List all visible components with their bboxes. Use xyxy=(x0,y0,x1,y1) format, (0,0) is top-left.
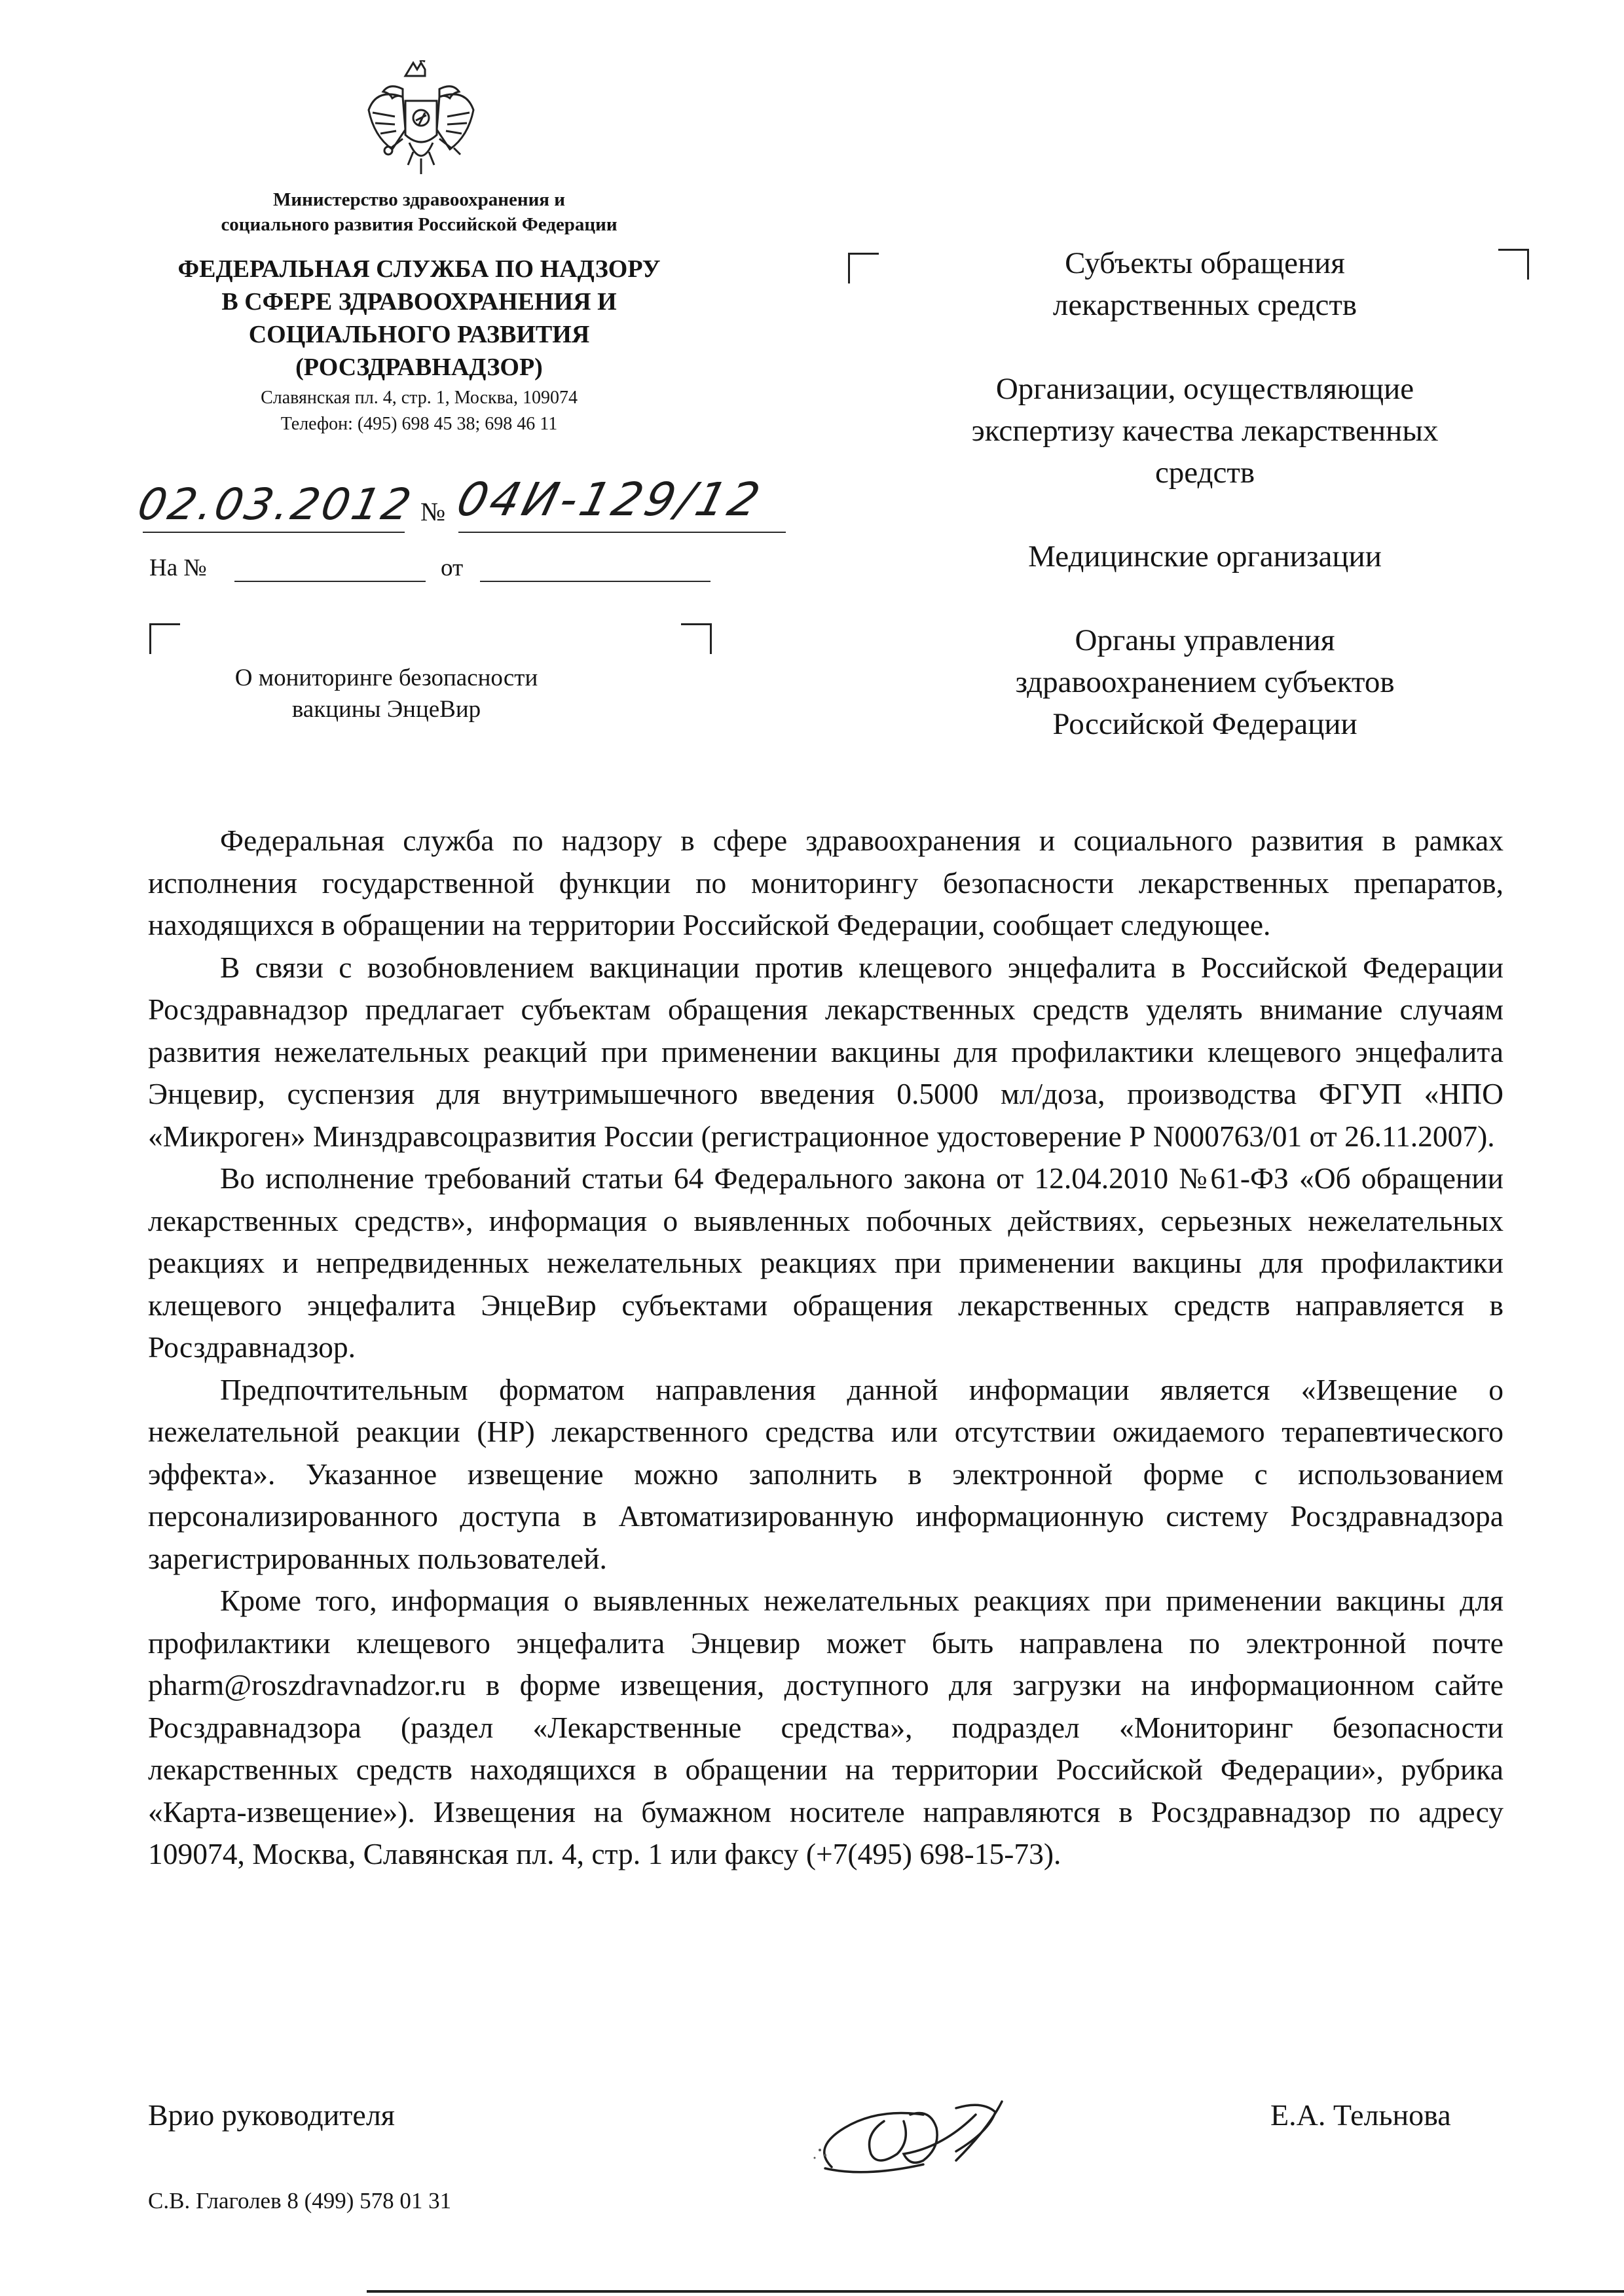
reference-number-label: На № xyxy=(149,555,207,581)
service-line: (РОСЗДРАВНАДЗОР) xyxy=(295,354,543,381)
reference-date-label: от xyxy=(441,555,464,581)
letter-subject xyxy=(196,663,576,725)
letter-body xyxy=(148,820,1504,1876)
registration-number: 04И-129/12 xyxy=(451,473,769,526)
addressee-line: здравоохранением субъектов xyxy=(1015,665,1395,699)
state-emblem-icon xyxy=(363,60,479,181)
sender-contacts xyxy=(131,385,707,437)
addressee-group xyxy=(858,536,1552,577)
sender-address: Славянская пл. 4, стр. 1, Москва, 109074 xyxy=(261,388,578,408)
subject-corner-left xyxy=(149,623,180,654)
addressee-group xyxy=(858,242,1552,326)
addressee-line: Организации, осуществляющие xyxy=(995,372,1414,406)
addressee-group xyxy=(858,368,1552,494)
addressee-group xyxy=(858,619,1552,745)
registration-number-label: № xyxy=(420,497,446,526)
ministry-name xyxy=(131,187,707,237)
registration-number-underline xyxy=(458,532,786,533)
addressee-line: Субъекты обращения xyxy=(1065,246,1345,280)
executor-contact: С.В. Глаголев 8 (499) 578 01 31 xyxy=(148,2188,452,2214)
addressee-line: Медицинские организации xyxy=(1028,539,1382,574)
ministry-line: социального развития Российской Федерации xyxy=(221,214,618,235)
service-line: В СФЕРЕ ЗДРАВООХРАНЕНИЯ И xyxy=(221,288,617,316)
service-line: ФЕДЕРАЛЬНАЯ СЛУЖБА ПО НАДЗОРУ xyxy=(177,255,661,283)
sender-phone: Телефон: (495) 698 45 38; 698 46 11 xyxy=(280,414,558,434)
reference-number-blank xyxy=(234,581,426,582)
body-paragraph: Предпочтительным форматом направления данной информации является «Извещение о нежелательной реакции (НР) лекарственного средства или отсутствии ожидаемого терапевтического эффекта». Указанное извещение можно заполнить в электронной форме с использованием персонализированного доступа в Автоматизированную информационную систему Росздравнадзора зарегистрированных пользователей. xyxy=(148,1372,1504,1575)
addressee-line: средств xyxy=(1154,456,1255,490)
subject-line: О мониторинге безопасности xyxy=(234,665,538,691)
service-name xyxy=(131,253,707,384)
handwritten-signature-icon xyxy=(805,2095,1041,2187)
addressee-line: Российской Федерации xyxy=(1052,707,1357,741)
ministry-line: Министерство здравоохранения и xyxy=(273,189,565,210)
registration-date: 02.03.2012 xyxy=(133,479,418,530)
body-paragraph: Кроме того, информация о выявленных нежелательных реакциях при применении вакцины для профилактики клещевого энцефалита Энцевир может быть направлена по электронной почте pharm@roszdravnadzor.ru в форме извещения, доступного для загрузки на информационном сайте Росздравнадзора (раздел «Лекарственные средства», подраздел «Мониторинг безопасности лекарственных средств находящихся в обращении на территории Российской Федерации», рубрика «Карта-извещение»). Извещения на бумажном носителе направляются в Росздравнадзор по адресу 109074, Москва, Славянская пл. 4, стр. 1 или факсу (+7(495) 698-15-73). xyxy=(148,1584,1504,1870)
addressee-line: Органы управления xyxy=(1075,623,1335,657)
body-paragraph: Во исполнение требований статьи 64 Федерального закона от 12.04.2010 №61-ФЗ «Об обращении лекарственных средств», информация о выявленных побочных действиях, серьезных нежелательных реакциях и непредвиденных нежелательных реакциях при применении вакцины для профилактики клещевого энцефалита ЭнцеВир субъектами обращения лекарственных средств направляется в Росздравнадзор. xyxy=(148,1161,1504,1364)
signatory-name: Е.А. Тельнова xyxy=(1270,2098,1451,2132)
reference-date-blank xyxy=(480,581,710,582)
bottom-rule xyxy=(367,2290,1624,2293)
subject-line: вакцины ЭнцеВир xyxy=(291,696,481,723)
body-paragraph: Федеральная служба по надзору в сфере здравоохранения и социального развития в рамках исполнения государственной функции по мониторингу безопасности лекарственных препаратов, находящихся в обращении на территории Российской Федерации, сообщает следующее. xyxy=(148,824,1504,941)
service-line: СОЦИАЛЬНОГО РАЗВИТИЯ xyxy=(248,321,590,348)
registration-date-underline xyxy=(143,532,405,533)
body-paragraph: В связи с возобновлением вакцинации против клещевого энцефалита в Российской Федерации Росздравнадзор предлагает субъектам обращения лекарственных средств уделять внимание случаям развития нежелательных реакций при применении вакцины для профилактики клещевого энцефалита Энцевир, суспензия для внутримышечного введения 0.5000 мл/доза, производства ФГУП «НПО «Микроген» Минздравсоцразвития России (регистрационное удостоверение Р N000763/01 от 26.11.2007). xyxy=(148,950,1504,1153)
subject-corner-right xyxy=(681,623,712,654)
addressee-block xyxy=(858,242,1552,745)
addressee-line: экспертизу качества лекарственных xyxy=(971,414,1439,448)
signatory-title: Врио руководителя xyxy=(148,2098,395,2132)
addressee-line: лекарственных средств xyxy=(1052,288,1357,322)
